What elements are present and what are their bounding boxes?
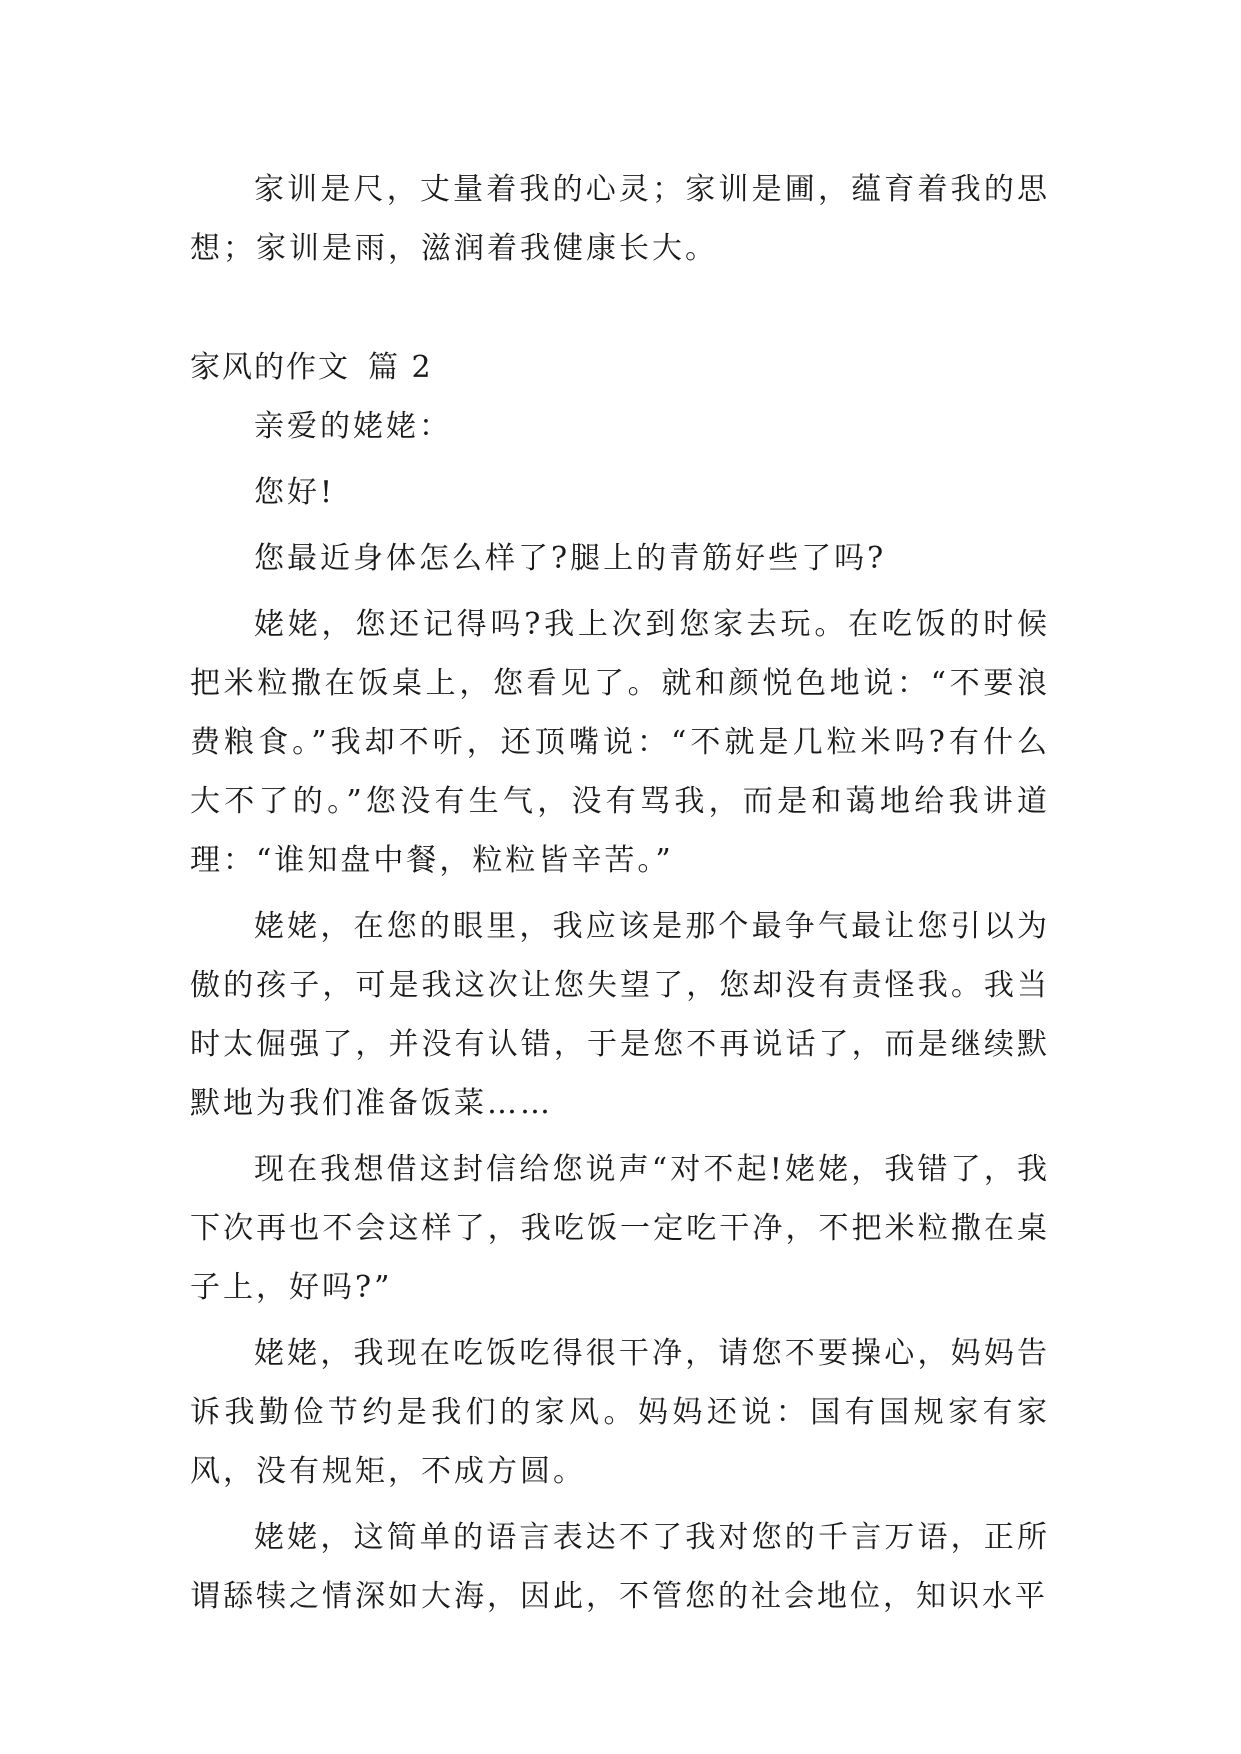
letter-paragraph: 现在我想借这封信给您说声“对不起!姥姥，我错了，我下次再也不会这样了，我吃饭一定吃干净，不把米粒撒在桌子上，好吗?” xyxy=(190,1152,1050,1305)
letter-paragraph: 您最近身体怎么样了?腿上的青筋好些了吗? xyxy=(254,541,887,576)
intro-paragraph: 家训是尺，丈量着我的心灵；家训是圃，蕴育着我的思想；家训是雨，滋润着我健康长大。 xyxy=(190,172,1050,266)
letter-salutation: 亲爱的姥姥： xyxy=(254,409,452,444)
letter-paragraph: 姥姥，在您的眼里，我应该是那个最争气最让您引以为傲的孩子，可是我这次让您失望了，您却没有责怪我。我当时太倔强了，并没有认错，于是您不再说话了，而是继续默默地为我们准备饭菜…… xyxy=(190,909,1050,1121)
letter-paragraph: 姥姥，我现在吃饭吃得很干净，请您不要操心，妈妈告诉我勤俭节约是我们的家风。妈妈还说：国有国规家有家风，没有规矩，不成方圆。 xyxy=(190,1336,1050,1489)
document-body xyxy=(190,160,1050,1633)
letter-paragraph: 姥姥，您还记得吗?我上次到您家去玩。在吃饭的时候把米粒撒在饭桌上，您看见了。就和颜悦色地说：“不要浪费粮食。”我却不听，还顶嘴说：“不就是几粒米吗?有什么大不了的。”您没有生气，没有骂我，而是和蔼地给我讲道理：“谁知盘中餐，粒粒皆辛苦。” xyxy=(190,607,1050,878)
letter-paragraph: 姥姥，这简单的语言表达不了我对您的千言万语，正所谓舔犊之情深如大海，因此，不管您的社会地位，知识水平 xyxy=(190,1520,1050,1614)
essay-heading xyxy=(190,338,1050,397)
essay-number: 篇 2 xyxy=(368,350,433,385)
essay-title: 家风的作文 xyxy=(190,350,350,385)
letter-greeting: 您好! xyxy=(254,475,336,510)
